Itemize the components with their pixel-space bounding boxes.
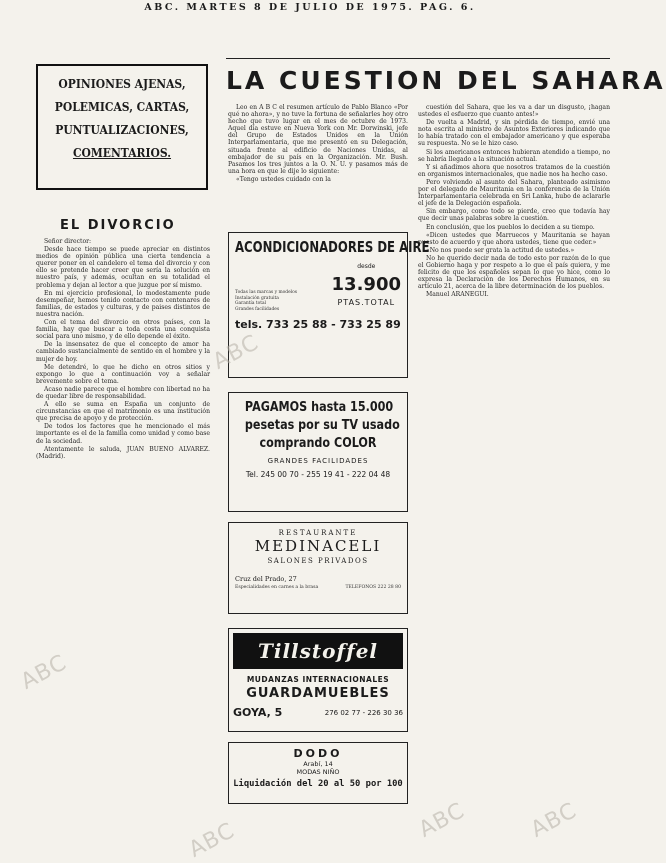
ad-air-title: ACONDICIONADORES DE AIRE <box>235 238 430 256</box>
paragraph: «Tengo ustedes cuidado con la <box>236 175 331 183</box>
ad-tv-phones: Tel. 245 00 70 - 255 19 41 - 222 04 48 <box>245 470 391 479</box>
paragraph: En mi ejercicio profesional, lo modestamente pude desempeñar, hemos tenido contacto con centenares de familias, de estados y culturas, y de paises distintos de nuestra nación. <box>36 289 210 318</box>
paragraph: Señor director: <box>44 238 92 245</box>
paragraph: Sin embargo, como todo se pierde, creo que todavía hay que decir unas palabras sobre la cuestión. <box>418 208 610 223</box>
headline-rule <box>226 58 610 62</box>
signature: Manuel ARANEGUI. <box>426 291 489 299</box>
paragraph: Me detendré, lo que he dicho en otros sitios y expongo lo que a continuación voy a señalar brevemente sobre el tema. <box>36 363 210 385</box>
ad-dodo <box>228 742 408 804</box>
ad-air-price-note: PTAS.TOTAL <box>337 298 396 307</box>
abc-watermark: ABC <box>16 650 72 695</box>
paragraph: Con el tema del divorcio en otros países, con la familia, hay que buscar a toda costa una conquista social para uno mismo, y de ello depende el éxito. <box>36 319 210 341</box>
ad-air-price-block <box>332 258 401 312</box>
paragraph: Desde hace tiempo se puede apreciar en distintos medios de opinión pública una cierta tendencia a querer poner en el candelero el tema del divorcio y con ello se pretende hacer creer que sería la solución en nuestro país, y además, ocultan en su totalidad el problema y dejan al lector a que juzgue por sí mismo. <box>36 246 210 289</box>
paragraph: «No nos puede ser grata la actitud de ustedes.» <box>426 246 575 254</box>
ad-air-row <box>235 258 401 312</box>
ad-tv-line: pesetas por su TV usado <box>244 418 400 433</box>
ad-restaurant-rooms: SALONES PRIVADOS <box>267 557 369 565</box>
paragraph: Pero volviendo al asunto del Sahara, planteado asimismo por el delegado de Mauritania en la conferencia de la Unión Interparlamentaria celebrada en Sri Lanka, hubo de aclararle el jefe de la Delegación española. <box>418 178 610 208</box>
opinion-box-line: PUNTUALIZACIONES, <box>55 122 189 137</box>
divorcio-letter-body <box>36 238 210 850</box>
ad-air-desde: desde <box>357 263 376 270</box>
ad-moving-address: GOYA, 5 <box>233 706 283 719</box>
ad-restaurant-right: TELEFONOS 222 28 80 <box>345 585 401 590</box>
ad-air-feature: Todas las marcas y modelos <box>235 290 297 296</box>
sahara-col1 <box>228 104 408 226</box>
ad-dodo-sale: Liquidación del 20 al 50 por 100 <box>233 779 403 789</box>
paragraph: No he querido decir nada de todo esto por razón de lo que el Gobierno haga y por respeto a lo que el país quiera, y me felicito de que los españoles sepan lo que yo hice, como lo expresa la Declaración de los Derechos Humanos, en su artículo 21, acerca de la libre determinación de los pueblos. <box>418 254 610 291</box>
running-head: ABC. MARTES 8 DE JULIO DE 1975. PAG. 6. <box>144 2 476 13</box>
abc-watermark: ABC <box>526 798 582 843</box>
ad-moving-phones: 276 02 77 - 226 30 36 <box>324 708 403 717</box>
opinion-section-box <box>36 64 208 190</box>
opinion-box-line: OPINIONES AJENAS, <box>58 76 186 91</box>
ad-moving-services: MUDANZAS INTERNACIONALES <box>246 675 390 684</box>
ad-dodo-address: Arabí, 14 <box>303 760 333 768</box>
ad-restaurant-kicker: RESTAURANTE <box>278 529 358 537</box>
ad-moving-contact <box>233 706 403 719</box>
ad-tv-line: PAGAMOS hasta 15.000 <box>244 400 394 415</box>
ad-dodo-name: DODO <box>293 747 343 760</box>
abc-watermark: ABC <box>184 818 240 863</box>
ad-air-feature: Instalación gratuita <box>235 295 279 301</box>
ad-tv-line: comprando COLOR <box>259 436 377 451</box>
opinion-box-line: COMENTARIOS. <box>72 145 172 160</box>
ad-air-price: 13.900 <box>331 274 401 295</box>
ad-moving-company <box>228 628 408 732</box>
sahara-headline: LA CUESTION DEL SAHARA <box>226 66 666 95</box>
paragraph: «Dicen ustedes que Marruecos y Mauritania se hayan puesto de acuerdo y que ahora ustedes, tiene que ceder.» <box>418 231 610 246</box>
ad-restaurant-left: Especialidades en carnes a la brasa <box>235 585 319 590</box>
ad-restaurant-footer <box>235 585 401 590</box>
ad-moving-storage: GUARDAMUEBLES <box>246 686 390 701</box>
signature: Atentamente le saluda, JUAN BUENO ALVAREZ. (Madrid). <box>36 445 210 460</box>
paragraph: De la insensatez de que el concepto de amor ha cambiado sustancialmente de sentido en el hombre y la mujer de hoy. <box>36 341 210 363</box>
paragraph: De todos los factores que he mencionado el más importante es el de la familia como unidad y como base de la sociedad. <box>36 423 210 445</box>
ad-air-feature: Grandes facilidades <box>235 306 280 312</box>
abc-watermark: ABC <box>208 330 264 375</box>
paragraph: Acaso nadie parece que el hombre con libertad no ha de quedar libre de responsabilidad. <box>36 385 210 400</box>
ad-moving-logo: Tillstoffel <box>233 633 403 669</box>
ad-tv-tradein <box>228 392 408 512</box>
paragraph: A ello se suma en España un conjunto de circunstancias en que el matrimonio es una institución que precisa de apoyo y de protección. <box>36 401 210 423</box>
opinion-box-line: POLEMICAS, CARTAS, <box>54 99 190 114</box>
sahara-col2 <box>418 104 610 814</box>
ad-restaurant-name: MEDINACELI <box>254 537 382 555</box>
paragraph: Y si añadimos ahora que nosotros tratamos de la cuestión en organismos internacionales, que nadie nos ha hecho caso. <box>418 163 610 178</box>
ad-dodo-category: MODAS NIÑO <box>296 768 340 776</box>
ad-restaurant-address: Cruz del Prado, 27 <box>235 575 297 583</box>
divorcio-title: EL DIVORCIO <box>60 218 176 233</box>
paragraph: En conclusión, que los pueblos lo deciden a su tiempo. <box>426 223 595 231</box>
paragraph: De vuelta a Madrid, y sin pérdida de tiempo, envié una nota escrita al ministro de Asuntos Exteriores indicando que lo había tratado con el embajador americano y que esperaba su respuesta. No se le hizo caso. <box>418 119 610 148</box>
paragraph: Leo en A B C el resumen artículo de Pablo Blanco «Por qué no ahora», y no tuve la fortuna de señalarles hoy otro hecho que tuvo lugar en el mes de octubre de 1973. Aquel día estuve en Nueva York con Mr. Dorwinski, jefe del Grupo de Estados Unidos en la Unión Interparlamentaria, que me presentó en su Delegación, situada frente al edificio de Naciones Unidas, al embajador de su país en la Organización. Mr. Bush. Pasamos los tres juntos a la O. N. U. y pasamos más de una hora en que le dije lo siguiente: <box>228 104 408 175</box>
paragraph: Si los americanos entonces hubieran atendido a tiempo, no se habría llegado a la situación actual. <box>418 148 610 163</box>
ad-tv-facilities: GRANDES FACILIDADES <box>267 457 369 465</box>
ad-air-feature: Garantía total <box>235 301 267 307</box>
ad-air-phone: tels. 733 25 88 - 733 25 89 <box>235 318 401 331</box>
abc-watermark: ABC <box>414 798 470 843</box>
ad-air-features <box>235 290 297 312</box>
paragraph: cuestión del Sahara, que les va a dar un disgusto, ¡hagan ustedes el esfuerzo que cuanto antes!» <box>418 104 610 119</box>
ad-restaurant <box>228 522 408 614</box>
